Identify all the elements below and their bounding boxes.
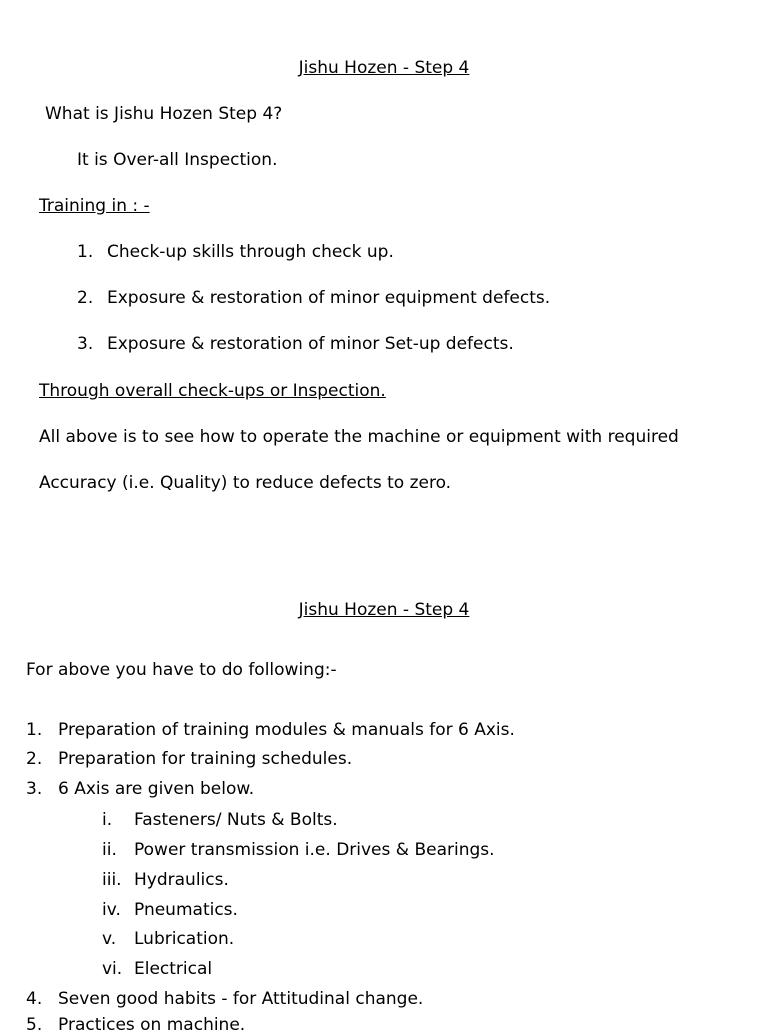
- list-item: Practices on machine.: [58, 1015, 246, 1035]
- list-item-number: 1.: [26, 720, 43, 740]
- list-item: Exposure & restoration of minor equipment defects.: [107, 288, 551, 308]
- list-item-number: 4.: [26, 989, 43, 1009]
- section1-title: Jishu Hozen - Step 4: [298, 58, 470, 78]
- list-item: Check-up skills through check up.: [107, 242, 394, 262]
- list-item-number: 1.: [77, 242, 94, 262]
- sublist-item: Hydraulics.: [134, 870, 229, 890]
- list-item-number: 3.: [77, 334, 94, 354]
- sublist-item-number: ii.: [102, 840, 117, 860]
- paragraph-line: Accuracy (i.e. Quality) to reduce defects to zero.: [39, 473, 452, 493]
- sublist-item-number: vi.: [102, 959, 123, 979]
- paragraph-line: All above is to see how to operate the machine or equipment with required: [39, 427, 679, 447]
- sublist-item: Lubrication.: [134, 929, 235, 949]
- list-item-number: 2.: [77, 288, 94, 308]
- list-item: Preparation of training modules & manuals for 6 Axis.: [58, 720, 515, 740]
- list-item-number: 2.: [26, 749, 43, 769]
- sublist-item: Pneumatics.: [134, 900, 238, 920]
- sublist-item-number: iii.: [102, 870, 122, 890]
- list-item-number: 5.: [26, 1015, 43, 1035]
- intro-text: For above you have to do following:-: [26, 660, 337, 680]
- through-heading: Through overall check-ups or Inspection.: [39, 381, 386, 401]
- list-item: Seven good habits - for Attitudinal change.: [58, 989, 424, 1009]
- sublist-item-number: v.: [102, 929, 117, 949]
- list-item: 6 Axis are given below.: [58, 779, 255, 799]
- sublist-item-number: i.: [102, 810, 113, 830]
- answer-text: It is Over-all Inspection.: [77, 150, 278, 170]
- question-text: What is Jishu Hozen Step 4?: [45, 104, 283, 124]
- sublist-item: Electrical: [134, 959, 213, 979]
- list-item: Exposure & restoration of minor Set-up defects.: [107, 334, 514, 354]
- list-item-number: 3.: [26, 779, 43, 799]
- sublist-item: Power transmission i.e. Drives & Bearings.: [134, 840, 495, 860]
- sublist-item-number: iv.: [102, 900, 121, 920]
- section2-title: Jishu Hozen - Step 4: [298, 600, 470, 620]
- training-heading: Training in : -: [39, 196, 150, 216]
- sublist-item: Fasteners/ Nuts & Bolts.: [134, 810, 338, 830]
- list-item: Preparation for training schedules.: [58, 749, 353, 769]
